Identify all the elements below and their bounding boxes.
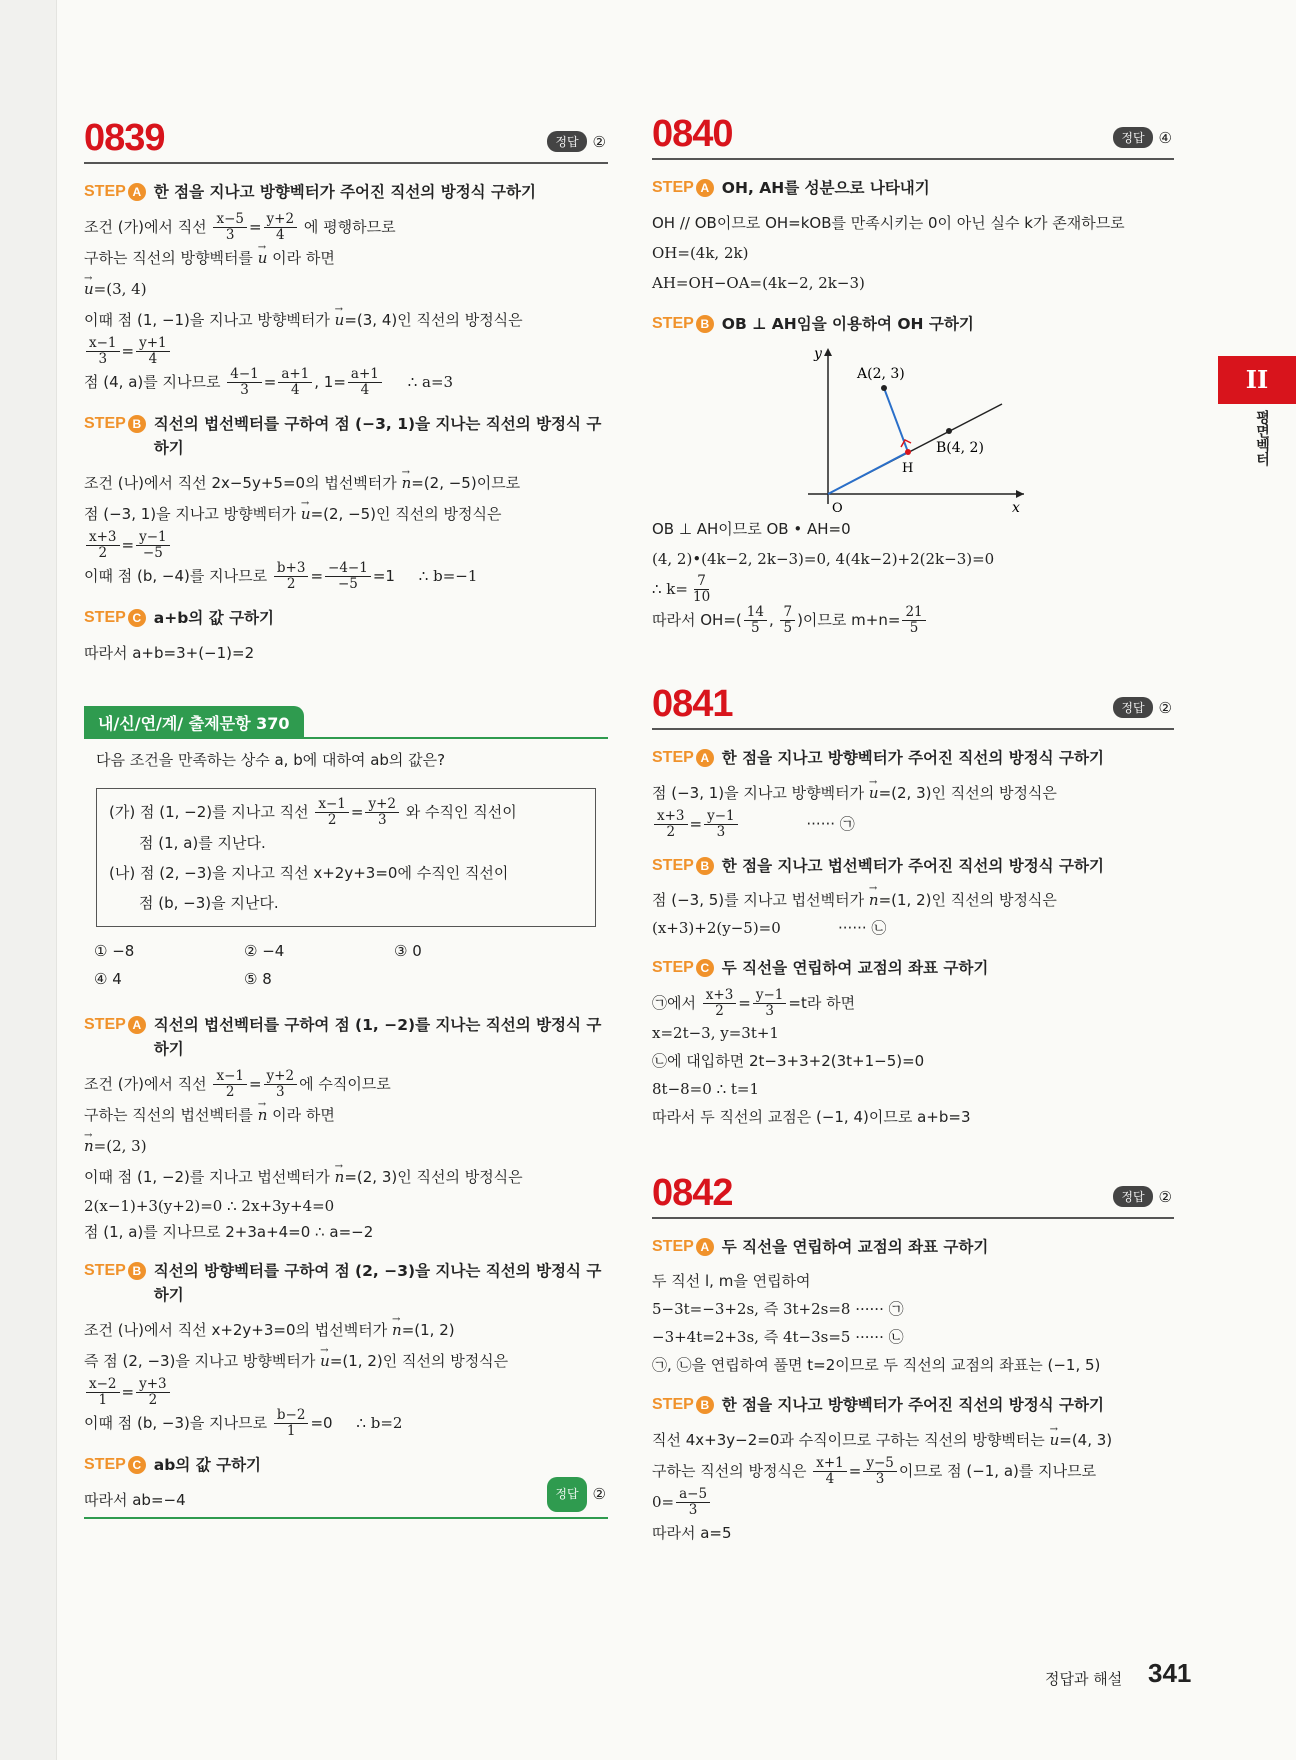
step-title: OH, AH를 성분으로 나타내기 bbox=[721, 179, 930, 197]
page-binding-edge bbox=[0, 0, 57, 1760]
question-0839-header bbox=[84, 112, 608, 164]
solution-line: 이때 점 (1, −2)를 지나고 법선벡터가 → n=(2, 3)인 직선의 방정식은 bbox=[84, 1162, 608, 1193]
step-title: 두 직선을 연립하여 교점의 좌표 구하기 bbox=[721, 959, 989, 977]
linked-problem-tag: 내/신/연/계/ 출제문항 370 bbox=[84, 706, 304, 739]
solution-line: → u=(3, 4) bbox=[84, 274, 608, 305]
solution-line: 직선 4x+3y−2=0과 수직이므로 구하는 직선의 방향벡터는 → u=(4, 3) bbox=[652, 1425, 1174, 1456]
step-title: 직선의 법선벡터를 구하여 점 (−3, 1)을 지나는 직선의 방정식 구하기 bbox=[153, 415, 602, 457]
solution-line: 5−3t=−3+2s, 즉 3t+2s=8 ······ ㉠ bbox=[652, 1300, 904, 1318]
answer-box bbox=[1113, 1186, 1172, 1207]
step-title: 직선의 방향벡터를 구하여 점 (2, −3)을 지나는 직선의 방정식 구하기 bbox=[153, 1262, 602, 1304]
point-a-label: A(2, 3) bbox=[857, 366, 905, 382]
question-number: 0839 bbox=[84, 117, 165, 159]
solution-line: 점 (−3, 1)을 지나고 방향벡터가 → u=(2, 3)인 직선의 방정식은 bbox=[652, 778, 1174, 809]
solution-line: 이때 점 (b, −4)를 지나므로 $\frac{b+3}{2}$ = $\frac{-4-1}{-5}$ =1 ∴ b=−1 bbox=[84, 560, 478, 592]
step-c: STEP C a+b의 값 구하기 bbox=[84, 606, 608, 630]
solution-line: AH=OH−OA=(4k−2, 2k−3) bbox=[652, 274, 865, 292]
step-b: STEP B 한 점을 지나고 법선벡터가 주어진 직선의 방정식 구하기 bbox=[652, 854, 1174, 878]
step-b: STEP B 직선의 법선벡터를 구하여 점 (−3, 1)을 지나는 직선의 방정식 구하기 bbox=[84, 412, 608, 460]
solution-line: 점 (1, a)를 지나므로 2+3a+4=0 ∴ a=−2 bbox=[84, 1223, 374, 1241]
question-number: 0840 bbox=[652, 113, 733, 155]
right-column bbox=[652, 112, 1174, 1549]
fraction: $\frac{y+2}{4}$ bbox=[264, 212, 298, 243]
point-a bbox=[881, 385, 887, 391]
step-title: OB ⊥ AH임을 이용하여 OH 구하기 bbox=[721, 315, 974, 333]
point-h bbox=[905, 449, 911, 455]
left-column bbox=[84, 112, 608, 1519]
equation-line: $\frac{x-1}{3}$ = $\frac{y+1}{4}$ bbox=[84, 336, 608, 367]
equation-line: $\frac{x-2}{1}$ = $\frac{y+3}{2}$ bbox=[84, 1377, 608, 1408]
solution-line: 8t−8=0 ∴ t=1 bbox=[652, 1080, 760, 1098]
step-title: 두 직선을 연립하여 교점의 좌표 구하기 bbox=[721, 1238, 989, 1256]
solution-line: 따라서 ab=−4 정답 ② bbox=[84, 1485, 608, 1516]
solution-line: 두 직선 l, m을 연립하여 bbox=[652, 1272, 811, 1290]
question-0841-header bbox=[652, 682, 1174, 730]
linked-problem-question: 다음 조건을 만족하는 상수 a, b에 대하여 ab의 값은? bbox=[96, 751, 446, 769]
y-axis-arrow bbox=[824, 348, 832, 356]
solution-line: 조건 (가)에서 직선 $\frac{x-1}{2}$ = $\frac{y+2}{3}$ 에 수직이므로 bbox=[84, 1068, 391, 1100]
answer-badge: 정답 bbox=[1113, 697, 1152, 718]
solution-line: ㉠, ㉡을 연립하여 풀면 t=2이므로 두 직선의 교점의 좌표는 (−1, 5) bbox=[652, 1356, 1101, 1374]
fraction: $\frac{y+1}{4}$ bbox=[136, 336, 170, 367]
divider bbox=[84, 1516, 608, 1519]
solution-line: 2(x−1)+3(y+2)=0 ∴ 2x+3y+4=0 bbox=[84, 1197, 335, 1215]
solution-line: 이때 점 (b, −3)을 지나므로 $\frac{b-2}{1}$ =0 ∴ b=2 bbox=[84, 1407, 403, 1439]
point-h-label: H bbox=[902, 461, 914, 476]
coordinate-figure bbox=[652, 344, 1174, 514]
solution-line: 조건 (나)에서 직선 2x−5y+5=0의 법선벡터가 → n=(2, −5)이므로 bbox=[84, 468, 608, 499]
solution-line: 즉 점 (2, −3)을 지나고 방향벡터가 → u=(1, 2)인 직선의 방정식은 bbox=[84, 1346, 608, 1377]
solution-line: 따라서 OH=( $\frac{14}{5}$ , $\frac{7}{5}$ )이므로 m+n= $\frac{21}{5}$ bbox=[652, 605, 1174, 636]
answer-badge: 정답 bbox=[547, 1477, 586, 1512]
solution-line: OH // OB이므로 OH=kOB를 만족시키는 0이 아닌 실수 k가 존재하므로 bbox=[652, 214, 1125, 232]
question-number: 0841 bbox=[652, 683, 733, 725]
question-0842-header bbox=[652, 1171, 1174, 1219]
origin-label: O bbox=[832, 501, 843, 514]
point-b bbox=[946, 428, 952, 434]
step-title: 한 점을 지나고 법선벡터가 주어진 직선의 방정식 구하기 bbox=[721, 857, 1104, 875]
solution-line: x=2t−3, y=3t+1 bbox=[652, 1024, 779, 1042]
solution-line: 조건 (가)에서 직선 $\frac{x-5}{3}$ = $\frac{y+2}{4}$ 에 평행하므로 bbox=[84, 211, 396, 243]
solution-line: 구하는 직선의 법선벡터를 → n 이라 하면 bbox=[84, 1100, 608, 1131]
answer-value: ② bbox=[592, 1485, 606, 1503]
page-number: 341 bbox=[1148, 1658, 1192, 1688]
choice[interactable]: ① −8 bbox=[94, 942, 135, 960]
answer-badge: 정답 bbox=[1113, 127, 1152, 148]
solution-line: 따라서 두 직선의 교점은 (−1, 4)이므로 a+b=3 bbox=[652, 1108, 971, 1126]
solution-line: 0= $\frac{a-5}{3}$ bbox=[652, 1487, 1174, 1518]
question-0840-header bbox=[652, 112, 1174, 160]
solution-line: (x+3)+2(y−5)=0 ······ ㉡ bbox=[652, 919, 887, 937]
step-a: STEP A 한 점을 지나고 방향벡터가 주어진 직선의 방정식 구하기 bbox=[84, 180, 608, 204]
answer-badge: 정답 bbox=[1113, 1186, 1152, 1207]
solution-line: ㉡에 대입하면 2t−3+3+2(3t+1−5)=0 bbox=[652, 1052, 925, 1070]
answer-box bbox=[1113, 697, 1172, 718]
question-number: 0842 bbox=[652, 1172, 733, 1214]
fraction: $\frac{x-1}{3}$ bbox=[86, 336, 120, 367]
step-b: STEP B 직선의 방향벡터를 구하여 점 (2, −3)을 지나는 직선의 방정식 구하기 bbox=[84, 1259, 608, 1307]
answer-value: ④ bbox=[1158, 128, 1172, 147]
chapter-label: 평면벡터 bbox=[1254, 410, 1270, 466]
condition-box: (가) 점 (1, −2)를 지나고 직선 $\frac{x-1}{2}$ = $\frac{y+2}{3}$ 와 수직인 직선이 점 (1, a)를 지난다. (나) 점 (2, −3)을 지나고 직선 x+2y+3=0에 수직인 직선이 점 (b, −3)을 지난다. bbox=[96, 788, 596, 927]
fraction: $\frac{x-5}{3}$ bbox=[213, 212, 247, 243]
step-title: 직선의 법선벡터를 구하여 점 (1, −2)를 지나는 직선의 방정식 구하기 bbox=[153, 1016, 602, 1058]
choice[interactable]: ② −4 bbox=[244, 942, 285, 960]
step-title: 한 점을 지나고 방향벡터가 주어진 직선의 방정식 구하기 bbox=[153, 183, 536, 201]
answer-choices bbox=[94, 937, 608, 993]
solution-line: 구하는 직선의 방정식은 $\frac{x+1}{4}$ = $\frac{y-5}{3}$ 이므로 점 (−1, a)를 지나므로 bbox=[652, 1455, 1097, 1487]
solution-line: 점 (−3, 1)을 지나고 방향벡터가 → u=(2, −5)인 직선의 방정식은 bbox=[84, 499, 608, 530]
step-a: STEP A 직선의 법선벡터를 구하여 점 (1, −2)를 지나는 직선의 방정식 구하기 bbox=[84, 1013, 608, 1061]
solution-line: 이때 점 (1, −1)을 지나고 방향벡터가 → u=(3, 4)인 직선의 방정식은 bbox=[84, 305, 608, 336]
step-c: STEP C ab의 값 구하기 bbox=[84, 1453, 608, 1477]
answer-value: ② bbox=[1158, 1187, 1172, 1206]
solution-line: 점 (−3, 5)를 지나고 법선벡터가 → n=(1, 2)인 직선의 방정식은 bbox=[652, 886, 1174, 914]
step-title: a+b의 값 구하기 bbox=[153, 609, 274, 627]
step-title: ab의 값 구하기 bbox=[153, 1456, 262, 1474]
equation-line: $\frac{x+3}{2}$ = $\frac{y-1}{-5}$ bbox=[84, 530, 608, 561]
solution-line: (4, 2)•(4k−2, 2k−3)=0, 4(4k−2)+2(2k−3)=0 bbox=[652, 550, 995, 568]
step-a: STEP A OH, AH를 성분으로 나타내기 bbox=[652, 176, 1174, 200]
solution-line: 구하는 직선의 방향벡터를 → u 이라 하면 bbox=[84, 243, 608, 274]
choice[interactable]: ⑤ 8 bbox=[244, 970, 272, 988]
step-a: STEP A 한 점을 지나고 방향벡터가 주어진 직선의 방정식 구하기 bbox=[652, 746, 1174, 770]
answer-box bbox=[1113, 127, 1172, 148]
step-b: STEP B OB ⊥ AH임을 이용하여 OH 구하기 bbox=[652, 312, 1174, 336]
solution-line: 점 (4, a)를 지나므로 $\frac{4-1}{3}$ = $\frac{a+1}{4}$ , 1= $\frac{a+1}{4}$ ∴ a=3 bbox=[84, 366, 454, 398]
answer-badge: 정답 bbox=[547, 131, 586, 152]
x-axis-label: x bbox=[1012, 500, 1020, 514]
x-axis-arrow bbox=[1016, 490, 1024, 498]
step-a: STEP A 두 직선을 연립하여 교점의 좌표 구하기 bbox=[652, 1235, 1174, 1259]
answer-box bbox=[547, 1477, 606, 1512]
solution-line: ㉠에서 $\frac{x+3}{2}$ = $\frac{y-1}{3}$ =t라 하면 bbox=[652, 987, 856, 1019]
step-c: STEP C 두 직선을 연립하여 교점의 좌표 구하기 bbox=[652, 956, 1174, 980]
equation-line: $\frac{x+3}{2}$ = $\frac{y-1}{3}$ ······ ㉠ bbox=[652, 809, 1174, 840]
footer-text: 정답과 해설 bbox=[1045, 1670, 1123, 1688]
chapter-tab[interactable]: II bbox=[1218, 356, 1296, 404]
y-axis-label: y bbox=[814, 346, 822, 362]
solution-line: ∴ k= $\frac{7}{10}$ bbox=[652, 573, 711, 605]
solution-line: −3+4t=2+3s, 즉 4t−3s=5 ······ ㉡ bbox=[652, 1328, 904, 1346]
answer-value: ② bbox=[592, 132, 606, 151]
answer-value: ② bbox=[1158, 698, 1172, 717]
solution-line: 따라서 a+b=3+(−1)=2 bbox=[84, 644, 255, 662]
choice[interactable]: ④ 4 bbox=[94, 970, 122, 988]
solution-line: → n=(2, 3) bbox=[84, 1131, 608, 1162]
step-b: STEP B 한 점을 지나고 방향벡터가 주어진 직선의 방정식 구하기 bbox=[652, 1393, 1174, 1417]
answer-box bbox=[547, 131, 606, 152]
step-title: 한 점을 지나고 방향벡터가 주어진 직선의 방정식 구하기 bbox=[721, 749, 1104, 767]
choice[interactable]: ③ 0 bbox=[394, 942, 422, 960]
solution-line: 따라서 a=5 bbox=[652, 1524, 732, 1542]
solution-line: OH=(4k, 2k) bbox=[652, 244, 749, 262]
vector-oh bbox=[828, 452, 908, 494]
solution-line: 조건 (나)에서 직선 x+2y+3=0의 법선벡터가 → n=(1, 2) bbox=[84, 1315, 608, 1346]
linked-problem-header bbox=[84, 703, 608, 739]
solution-line: OB ⊥ AH이므로 OB • AH=0 bbox=[652, 520, 851, 538]
step-title: 한 점을 지나고 방향벡터가 주어진 직선의 방정식 구하기 bbox=[721, 1396, 1104, 1414]
point-b-label: B(4, 2) bbox=[936, 440, 984, 456]
